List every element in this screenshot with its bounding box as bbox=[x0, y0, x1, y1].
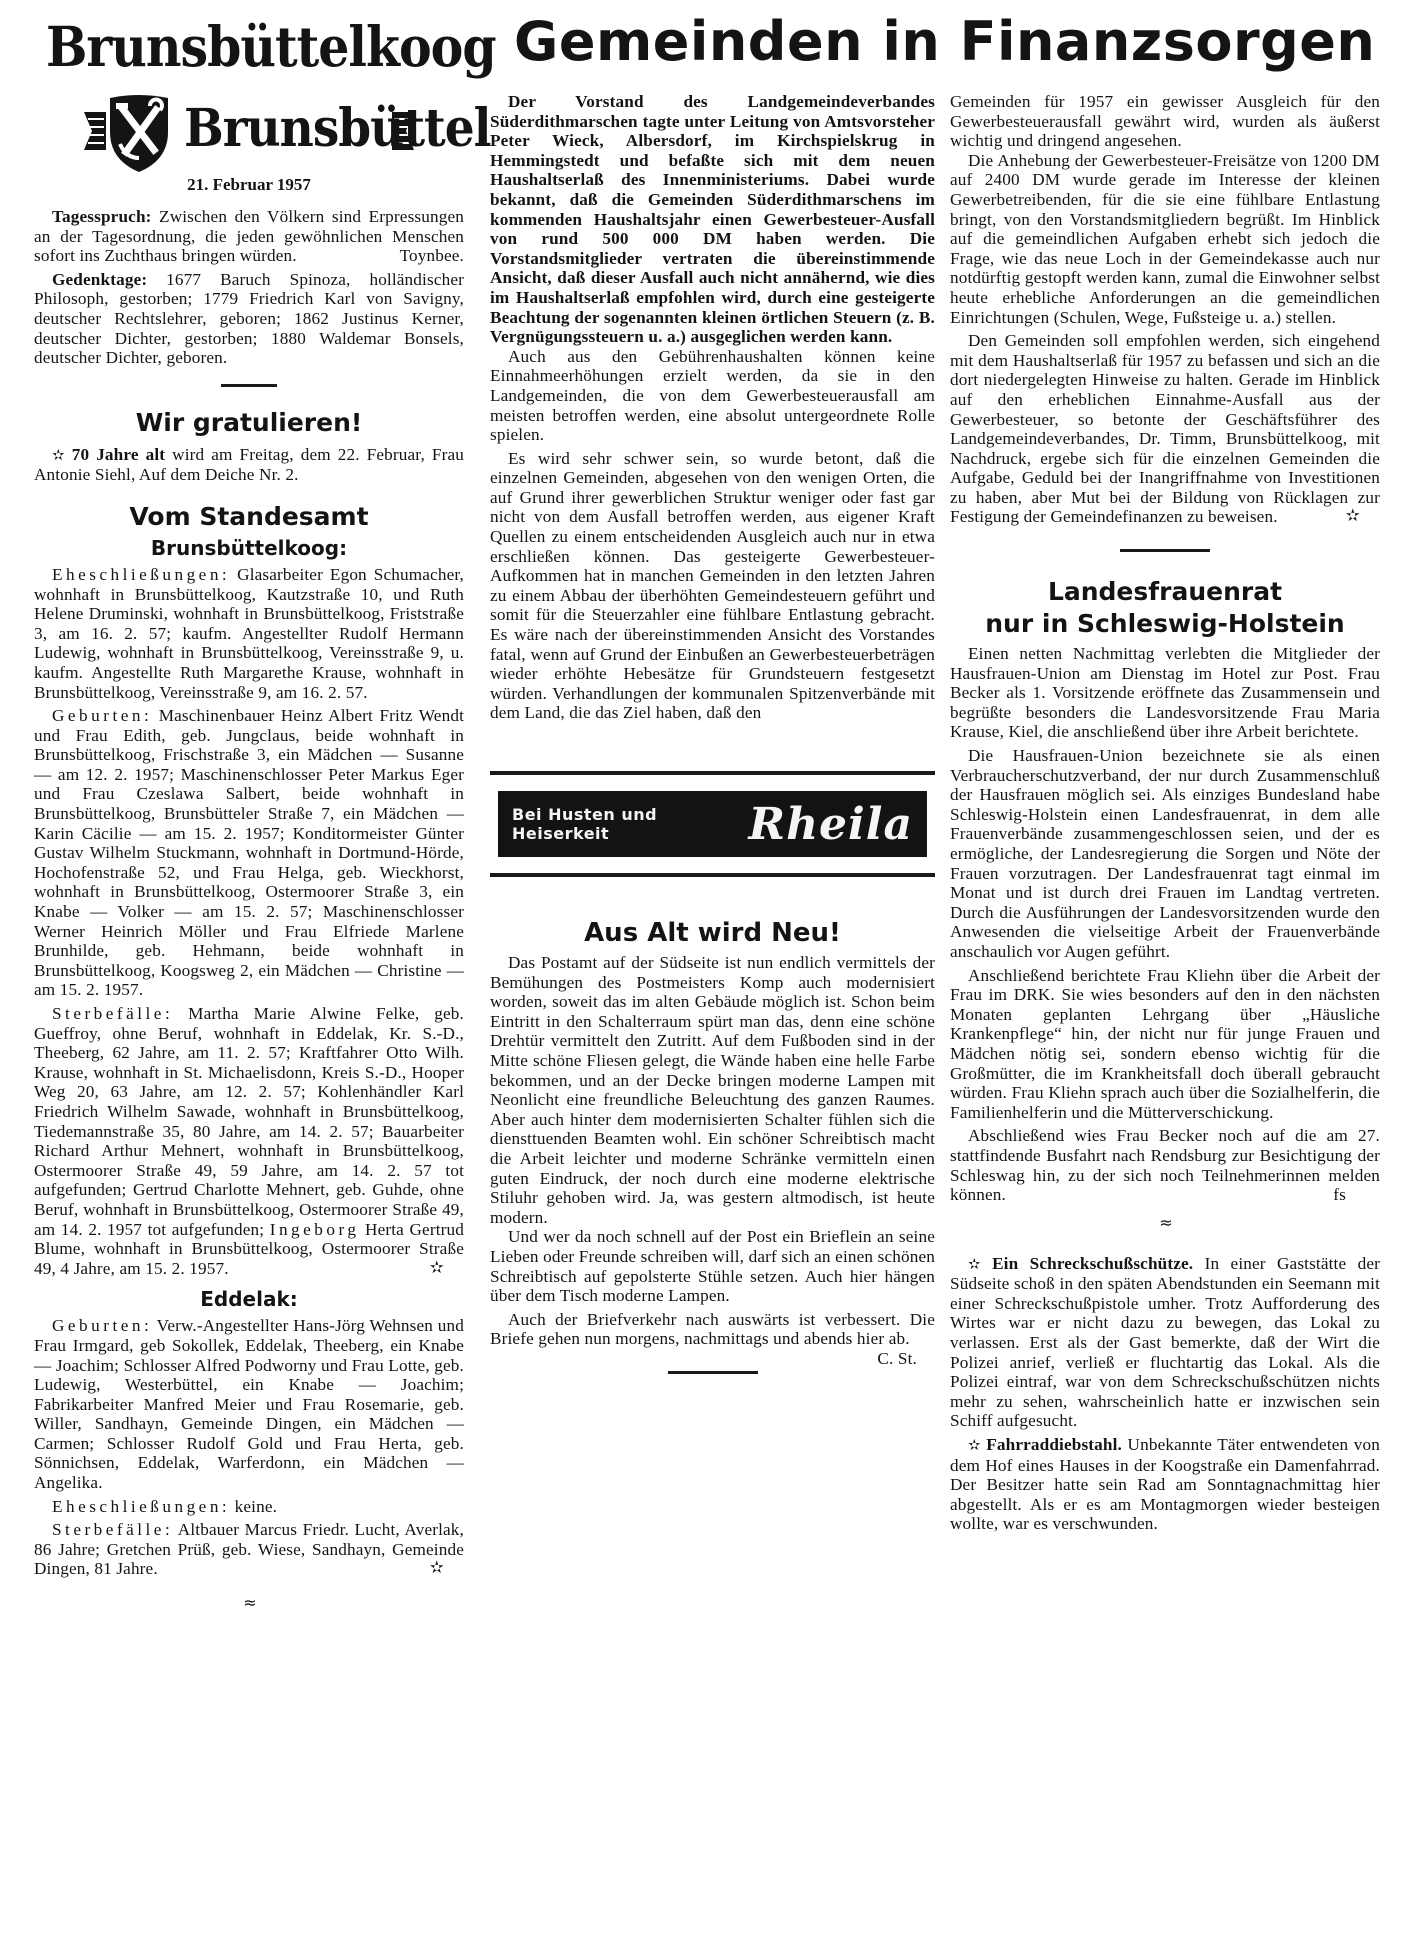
article-paragraph: Es wird sehr schwer sein, so wurde betont, daß die einzelnen Gemeinden, abgesehen von den wenigen Orten, die auf Grund ihrer gewerblichen Struktur weniger oder fast gar nicht von dem Ausfall betroffen werden, aus eigener Kraft Quellen zu einem entscheidenden Ausgleich auch nur in etwa erschließen können. Das gesteigerte Gewerbesteuer-Aufkommen hat in manchen Gemeinden in den letzten Jahren zu einem Abbau der überhöhten Gemeindesteuern geführt und somit für die Steuerzahler eine fühlbare Entlastung gebracht. Es wäre nach der übereinstimmenden Ansicht des Vorstandes fatal, wenn auf Grund der Einbußen an Gewerbesteuerbeträgen wieder erhöhte Hebesätze für Grundsteuern festgesetzt würden. Verhandlungen der kommunalen Spitzenverbände mit dem Land, die das Ziel haben, daß den bbox=[490, 448, 935, 723]
wave-separator-icon: ≈ bbox=[1159, 1212, 1171, 1232]
quote-author: Toynbee. bbox=[399, 246, 464, 266]
article-paragraph: Die Hausfrauen-Union bezeichnete sie als einen Verbraucherschutzverband, der nur durch Zusammenschluß der Hausfrauen möglich sei. Als einziges Bundesland habe Schleswig-Holstein einen Landesfrauenrat, in dem alle Frauenverbände zusammengeschlossen seien, und der es ermögliche, der Landesregierung die Sorgen und Nöte der Frauen vorzutragen. Der Landesfrauenrat tagt einmal im Monat und ist durch drei Frauen im Landtag vertreten. Durch die Ausführungen der Landesvorsitzenden wurde den Anwesenden die vielseitige Arbeit der Frauenverbände anschaulich vor Augen geführt. bbox=[950, 746, 1380, 961]
news-brief: ✫ Fahrraddiebstahl. Unbekannte Täter entwendeten von dem Hof eines Hauses in der Koogstraße ein Damenfahrrad. Der Besitzer hatte sein Rad am Sonntagnachmittag hier abgestellt. Als er es am Montagmorgen wieder besteigen wollte, war es verschwunden. bbox=[950, 1435, 1380, 1534]
section-divider bbox=[1120, 549, 1210, 552]
section-divider bbox=[668, 1371, 758, 1374]
brief-title: Fahrraddiebstahl. bbox=[986, 1435, 1123, 1455]
marriages-brunsbuettelkoog: Eheschließungen: Glasarbeiter Egon Schumacher, wohnhaft in Brunsbüttelkoog, Kautzstraße 10, und Ruth Helene Druminski, wohnhaft in Brunsbüttelkoog, Friststraße 3, am 16. 2. 57; kaufm. Angestellter Rudolf Hermann Ludewig, wohnhaft in Brunsbüttelkoog, Vereinsstraße 9, u. kaufm. Angestellte Ruth Margarethe Krause, wohnhaft in Brunsbüttelkoog, Vereinsstraße 9, am 16. 2. 57. bbox=[34, 564, 464, 702]
star-icon: ✫ bbox=[968, 1436, 981, 1455]
subheading-eddelak: Eddelak: bbox=[200, 1287, 298, 1312]
article-paragraph: Gemeinden für 1957 ein gewisser Ausgleich für den Gewerbesteuerausfall gewährt wird, wurden als äußerst wichtig und dringend angesehen. bbox=[950, 92, 1380, 151]
article-paragraph: Einen netten Nachmittag verlebten die Mitglieder der Hausfrauen-Union am Dienstag im Hotel zur Post. Frau Becker als 1. Vorsitzende eröffnete das Zusammensein und begrüßte besonders die Landesvorsitzende Frau Maria Krause, Kiel, die anschließend über ihre Arbeit berichtete. bbox=[950, 644, 1380, 742]
wave-separator-icon: ≈ bbox=[243, 1593, 255, 1613]
star-icon: ✫ bbox=[1345, 506, 1360, 527]
masthead bbox=[34, 0, 496, 175]
section-heading-aus-alt-wird-neu: Aus Alt wird Neu! bbox=[584, 918, 841, 948]
article-paragraph: Abschließend wies Frau Becker noch auf die am 27. stattfindende Busfahrt nach Rendsburg zur Besichtigung der Schleswag hin, zu der sich noch Teilnehmerinnen melden können. fs bbox=[950, 1126, 1380, 1205]
ad-brand: Rheila bbox=[748, 798, 913, 850]
byline: C. St. bbox=[877, 1348, 917, 1368]
ad-rule-top bbox=[490, 771, 935, 775]
star-icon: ✫ bbox=[429, 1257, 444, 1278]
article-lead: Der Vorstand des Landgemeindeverbandes Süderdithmarschen tagte unter Leitung von Amtsvorsteher Peter Wieck, Albersdorf, im Kirchspielskrug in Hemmingstedt und befaßte sich mit dem neuen Haushaltserlaß des Innenministeriums. Dabei wurde bekannt, daß die Gemeinden Süderdithmarschens im kommenden Haushaltsjahr einen Gewerbesteuer-Ausfall von rund 500 000 DM haben werden. Die Vorstandsmitglieder vertraten die übereinstimmende Ansicht, daß dieser Ausfall auch nicht annähernd, wie dies im Haushaltserlaß empfohlen wird, durch eine gesteigerte Beachtung der sogenannten kleinen örtlichen Steuern (z. B. Vergnügungssteuern u. a.) ausgeglichen werden kann. bbox=[490, 92, 935, 347]
star-icon: ✫ bbox=[968, 1254, 981, 1273]
masthead-title-brunsbuettelkoog: Brunsbüttelkoog bbox=[46, 14, 496, 80]
births-eddelak: Geburten: Verw.-Angestellter Hans-Jörg Wehnsen und Frau Irmgard, geb Sokollek, Eddelak, Theeberg, ein Knabe — Joachim; Schlosser Alfred Podworny und Frau Lotte, geb. Ludewig, Westerbüttel, ein Knabe — Joachim; Fabrikarbeiter Manfred Meier und Frau Rosemarie, geb. Willer, Sandhayn, Gemeinde Dingen, ein Mädchen — Carmen; Schlosser Rudolf Gold und Frau Herta, geb. Sönnichsen, Eddelak, Warferdonn, ein Mädchen — Angelika. bbox=[34, 1316, 464, 1493]
subheading-brunsbuettelkoog: Brunsbüttelkoog: bbox=[150, 535, 348, 560]
ad-rule-bottom bbox=[490, 873, 935, 877]
article-paragraph: Und wer da noch schnell auf der Post ein Brieflein an seine Lieben oder Freunde schreiben will, darf sich an einen schönen Schreibtisch auf gepolsterte Stühle setzen. Auch hier hängen über dem Tisch moderne Lampen. bbox=[490, 1227, 935, 1306]
article-paragraph: Das Postamt auf der Südseite ist nun endlich vermittels der Bemühungen des Postmeisters Komp auch modernisiert worden, soweit das im alten Gebäude möglich ist. Schon beim Eintritt in den Schalterraum spürt man das, denn eine schöne Drehtür vermittelt den Zutritt. Auf dem Fußboden sind in der Mitte schöne Fliesen gelegt, die Wände haben eine helle Farbe bekommen, und an der Decke bringen moderne Lampen mit Neonlicht eine freundliche Beleuchtung des ganzen Raumes. Aber auch hinter dem modernisierten Schalter fühlen sich die diensttuenden Beamten wohl. Ein schöner Schreibtisch macht die Arbeit leichter und moderne Schränke vermitteln einen guten Eindruck, der noch durch eine moderne elektrische Stiluhr gehoben wird. Ja, was gestern altmodisch, ist heute modern. bbox=[490, 953, 935, 1227]
ad-tagline: Bei Husten und Heiserkeit bbox=[512, 805, 658, 843]
section-heading-congratulations: Wir gratulieren! bbox=[135, 407, 363, 437]
daily-quote: Tagesspruch: Zwischen den Völkern sind Erpressungen an der Tagesordnung, die jeden gewöhnlichen Menschen sofort ins Zuchthaus bringen würden. Toynbee. bbox=[34, 207, 464, 266]
memorial-days: Gedenktage: 1677 Baruch Spinoza, holländischer Philosoph, gestorben; 1779 Friedrich Karl von Savigny, deutscher Rechtslehrer, geboren; 1862 Justinus Kerner, deutscher Dichter, gestorben; 1880 Waldemar Bonsels, deutscher Dichter, geboren. bbox=[34, 269, 464, 368]
main-headline: Gemeinden in Finanzsorgen bbox=[514, 10, 1376, 73]
news-brief: ✫ Ein Schreckschußschütze. In einer Gaststätte der Südseite schoß in den späten Abendstunden ein Seemann mit einer Schreckschußpistole umher. Trotz Aufforderung des Wirtes war er nicht dazu zu bewegen, das Lokal zu verlassen. Erst als der Gast bemerkte, daß der Wirt die Polizei anrief, verließ er fluchtartig das Lokal. Als die Polizei eintraf, war von dem Schreckschußschützen nichts mehr zu sehen, wahrscheinlich hatte er inzwischen sein Schiff aufgesucht. bbox=[950, 1253, 1380, 1431]
article-paragraph: Anschließend berichtete Frau Kliehn über die Arbeit der Frau im DRK. Sie wies besonders auf den in den nächsten Monaten geplanten Lehrgang über „Häusliche Krankenpflege“ hin, der nicht nur für junge Frauen und Mädchen nötig sei, sondern ebenso wichtig für die Großmütter, die im Krankheitsfall doch überall gebraucht würden. Frau Kliehn sprach auch über die Sozialhelferin, die Familienhelferin und die Mütterverschickung. bbox=[950, 965, 1380, 1122]
article-paragraph: Auch der Briefverkehr nach auswärts ist verbessert. Die Briefe gehen nun morgens, nachmittags und abends hier ab. C. St. bbox=[490, 1309, 935, 1368]
birthday-notice: ✫ 70 Jahre alt wird am Freitag, dem 22. Februar, Frau Antonie Siehl, Auf dem Deiche Nr. 2. bbox=[34, 444, 464, 485]
masthead-title-brunsbuettel: Brunsbüttel bbox=[184, 97, 491, 160]
star-icon: ✫ bbox=[52, 445, 65, 464]
memorial-days-label: Gedenktage: bbox=[52, 269, 148, 289]
daily-quote-label: Tagesspruch: bbox=[52, 207, 152, 226]
marriages-eddelak: Eheschließungen: keine. bbox=[52, 1496, 278, 1516]
rheila-ad-box bbox=[498, 791, 927, 857]
section-divider bbox=[221, 384, 277, 387]
column-continuation bbox=[950, 0, 1380, 1534]
column-main-article bbox=[490, 0, 935, 1394]
brief-title: Ein Schreckschußschütze. bbox=[992, 1253, 1194, 1273]
advertisement bbox=[490, 771, 935, 877]
article-paragraph: Auch aus den Gebührenhaushalten können keine Einnahmeerhöhungen erzielt werden, da sie in den Landgemeinden, die von dem Gewerbesteuerausfall am meisten betroffen werden, eine absolut untergeordnete Rolle spielen. bbox=[490, 346, 935, 445]
star-icon: ✫ bbox=[429, 1558, 444, 1579]
column-local-news bbox=[34, 0, 496, 1620]
article-paragraph: Die Anhebung der Gewerbesteuer-Freisätze von 1200 DM auf 2400 DM wurde gerade im Interesse der kleinen Gewerbetreibenden, für die sie eine fühlbare Entlastung bringt, von den Vorstandsmitgliedern begrüßt. Im Hinblick auf die gemeindlichen Aufgaben erhebt sich jedoch die Frage, wie das neue Loch in der Gemeindekasse auch nur notdürftig gestopft werden kann, zumal die Einwohner selbst heute erhebliche Anforderungen an die gemeindlichen Einrichtungen (Schulen, Wege, Fußsteige u. a.) stellen. bbox=[950, 150, 1380, 327]
deaths-eddelak: Sterbefälle: Altbauer Marcus Friedr. Lucht, Averlak, 86 Jahre; Gretchen Prüß, geb. Wiese, Sandhayn, Gemeinde Dingen, 81 Jahre. ✫ bbox=[34, 1520, 464, 1579]
births-brunsbuettelkoog: Geburten: Maschinenbauer Heinz Albert Fritz Wendt und Frau Edith, geb. Jungclaus, beide wohnhaft in Brunsbüttelkoog, Frischstraße 3, ein Mädchen — Susanne — am 12. 2. 1957; Maschinenschlosser Peter Markus Eger und Frau Czeslawa Salbert, beide wohnhaft in Brunsbüttelkoog, Brunsbütteler Straße 7, ein Mädchen — Karin Cäcilie — am 15. 2. 1957; Konditormeister Günter Gustav Wilhelm Stuckmann, wohnhaft in Dortmund-Hörde, Hochofenstraße 52, und Frau Helga, geb. Wieckhorst, wohnhaft in Brunsbüttelkoog, Ostermoorer Straße 3, ein Knabe — Volker — am 15. 2. 57; Maschinenschlosser Werner Heinrich Möller und Frau Elfriede Marlene Brunhilde, geb. Hehmann, beide wohnhaft in Brunsbüttelkoog, Koogsweg 2, ein Mädchen — Christine — am 15. 2. 1957. bbox=[34, 706, 464, 1000]
section-heading-registry-office: Vom Standesamt bbox=[129, 501, 369, 531]
article-paragraph: Den Gemeinden soll empfohlen werden, sich eingehend mit dem Haushaltserlaß für 1957 zu befassen und sich an die dort niedergelegten Hinweise zu halten. Gerade im Hinblick auf den erheblichen Einnahme-Ausfall aus der Gewerbesteuer, so betonte der Geschäftsführer des Landgemeindeverbandes, Dr. Timm, Brunsbüttelkoog, mit Nachdruck, ergebe sich für die einzelnen Gemeinden die Aufgabe, Geduld bei der Inangriffnahme von Investitionen zu haben, aber Mut bei der Bildung von Rücklagen zur Festigung der Gemeindefinanzen zu beweisen. ✫ bbox=[950, 331, 1380, 527]
section-heading-landesfrauenrat: Landesfrauenrat nur in Schleswig-Holstein bbox=[985, 577, 1345, 639]
byline: fs bbox=[1333, 1185, 1346, 1205]
issue-date: 21. Februar 1957 bbox=[187, 175, 311, 194]
deaths-brunsbuettelkoog: Sterbefälle: Martha Marie Alwine Felke, geb. Gueffroy, ohne Beruf, wohnhaft in Eddelak, Kr. S.-D., Theeberg, 62 Jahre, am 11. 2. 57; Kraftfahrer Otto Wilh. Krause, wohnhaft in St. Michaelisdonn, Kreis S.-D., Hooper Weg 20, 63 Jahre, am 12. 2. 57; Kohlenhändler Karl Friedrich Wilhelm Sawade, wohnhaft in Brunsbüttelkoog, Tiedemannstraße 35, 80 Jahre, am 14. 2. 57; Bauarbeiter Richard Arthur Mehnert, wohnhaft in Brunsbüttelkoog, Ostermoorer Straße 49, 59 Jahre, am 14. 2. 57 tot aufgefunden; Gertrud Charlotte Mehnert, geb. Guhde, ohne Beruf, wohnhaft in Brunsbüttelkoog, Ostermoorer Straße 49, am 14. 2. 1957 tot aufgefunden; Ingeborg Herta Gertrud Blume, wohnhaft in Brunsbüttelkoog, Ostermoorer Straße 49, 4 Jahre, am 15. 2. 1957. ✫ bbox=[34, 1004, 464, 1278]
